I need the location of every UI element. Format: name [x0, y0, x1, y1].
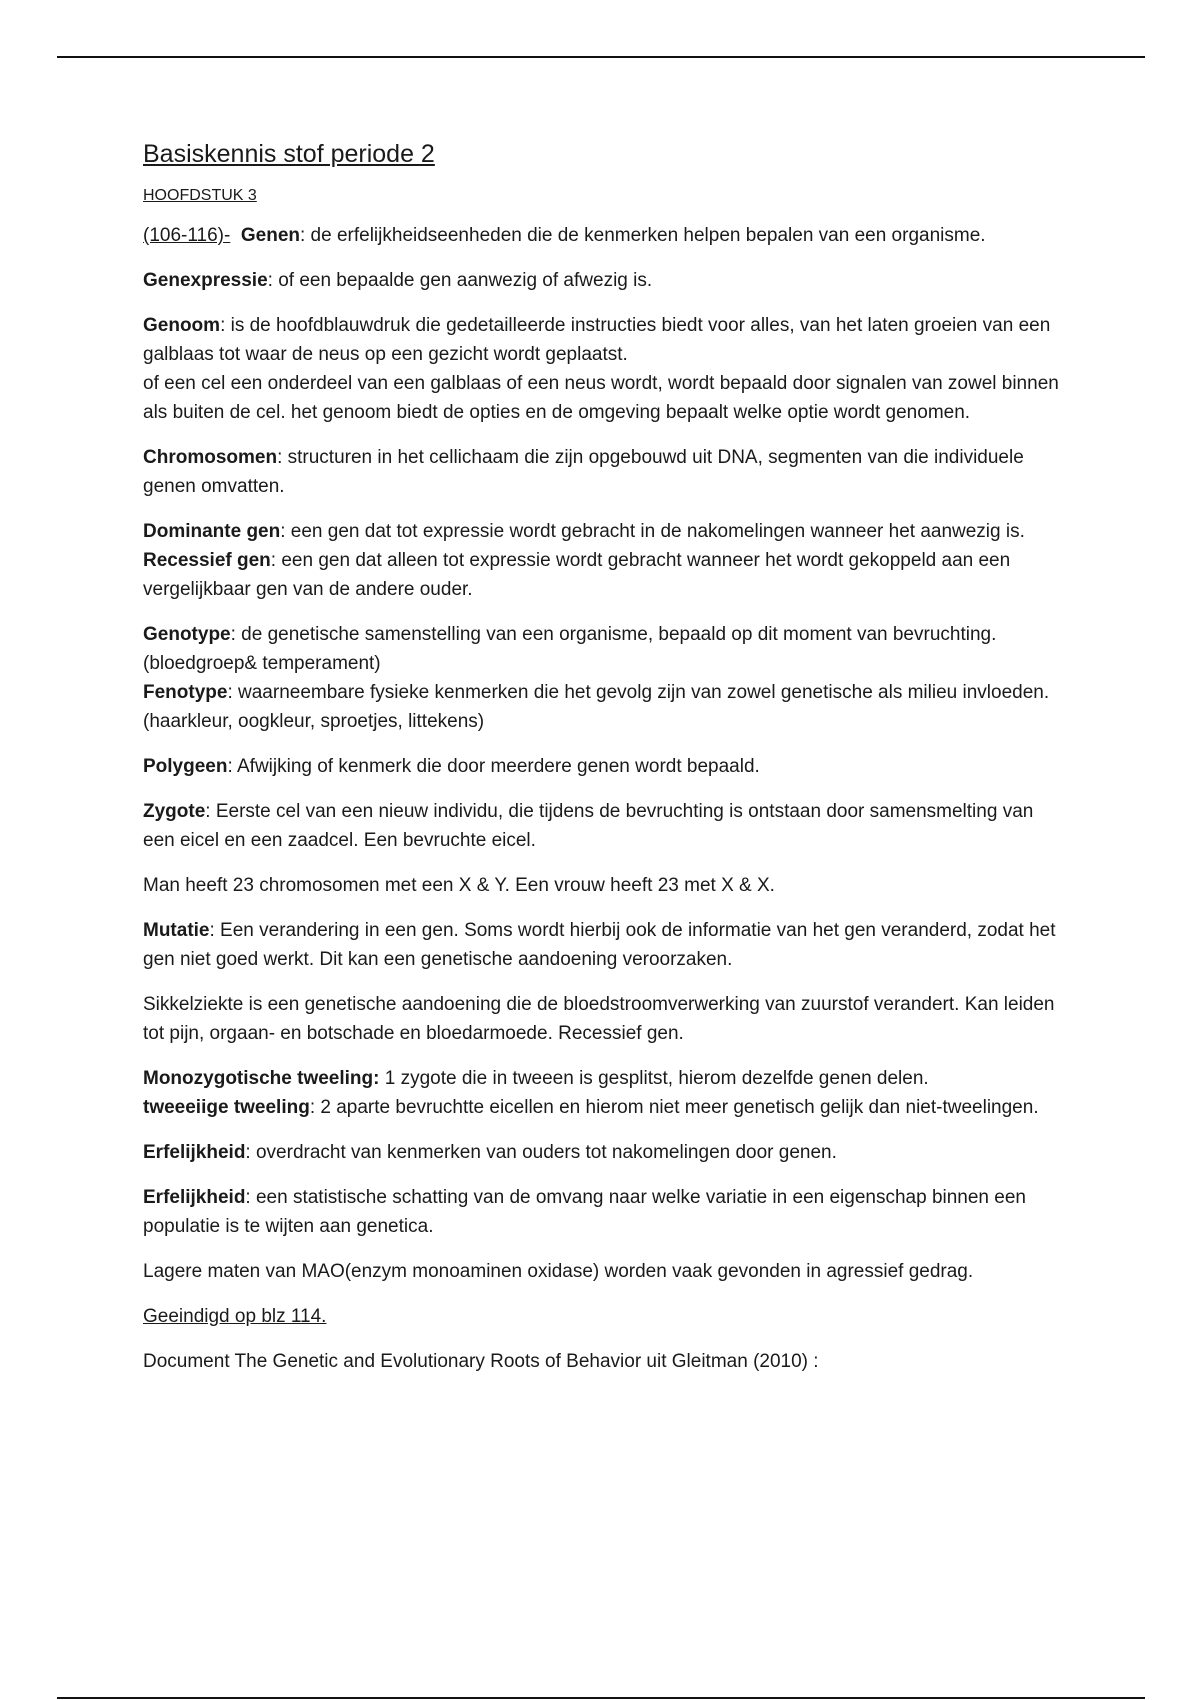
- term: Monozygotische tweeling:: [143, 1068, 380, 1089]
- paragraph-document-reference: Document The Genetic and Evolutionary Roots of Behavior uit Gleitman (2010) :: [143, 1351, 819, 1372]
- page-range: (106-116)-: [143, 225, 231, 246]
- paragraph-genoom: [143, 311, 1063, 427]
- term: Zygote: [143, 801, 206, 822]
- term: Chromosomen: [143, 447, 278, 468]
- header-rule: [57, 56, 1145, 58]
- term: Genexpressie: [143, 270, 268, 291]
- definition: : een gen dat alleen tot expressie wordt gebracht wanneer het wordt gekoppeld aan een vergelijkbaar gen van de andere ouder.: [143, 550, 1011, 600]
- definition: : Eerste cel van een nieuw individu, die tijdens de bevruchting is ontstaan door samensmelting van een eicel en een zaadcel. Een bevruchte eicel.: [143, 801, 1034, 851]
- term: Polygeen: [143, 756, 228, 777]
- definition: : de genetische samenstelling van een organisme, bepaald op dit moment van bevruchting. (bloedgroep& temperament): [143, 624, 997, 674]
- paragraph-erfelijkheid-1: [143, 1138, 1063, 1167]
- paragraph-genotype-fenotype: [143, 620, 1063, 736]
- footer-rule: [57, 1697, 1145, 1699]
- definition: : Afwijking of kenmerk die door meerdere genen wordt bepaald.: [227, 756, 760, 777]
- definition: : 2 aparte bevruchtte eicellen en hierom niet meer genetisch gelijk dan niet-tweelingen.: [309, 1097, 1039, 1118]
- paragraph-erfelijkheid-2: [143, 1183, 1063, 1241]
- definition: : Een verandering in een gen. Soms wordt hierbij ook de informatie van het gen veranderd, zodat het gen niet goed werkt. Dit kan een genetische aandoening veroorzaken.: [143, 920, 1056, 970]
- definition: : een gen dat tot expressie wordt gebracht in de nakomelingen wanneer het aanwezig is.: [280, 521, 1025, 542]
- term: Genoom: [143, 315, 221, 336]
- definition: 1 zygote die in tweeen is gesplitst, hierom dezelfde genen delen.: [379, 1068, 929, 1089]
- document-body: [143, 140, 1063, 1392]
- paragraph-chromosomes-count: Man heeft 23 chromosomen met een X & Y. Een vrouw heeft 23 met X & X.: [143, 875, 775, 896]
- definition: : de erfelijkheidseenheden die de kenmerken helpen bepalen van een organisme.: [300, 225, 986, 246]
- definition: : overdracht van kenmerken van ouders tot nakomelingen door genen.: [245, 1142, 837, 1163]
- paragraph-genexpressie: [143, 266, 1063, 295]
- paragraph-mao: Lagere maten van MAO(enzym monoaminen oxidase) worden vaak gevonden in agressief gedrag.: [143, 1261, 974, 1282]
- paragraph-ended-note: Geeindigd op blz 114.: [143, 1306, 327, 1327]
- term: tweeeiige tweeling: [143, 1097, 310, 1118]
- definition: : structuren in het cellichaam die zijn opgebouwd uit DNA, segmenten van die individuele genen omvatten.: [143, 447, 1024, 497]
- paragraph-sikkelziekte: Sikkelziekte is een genetische aandoening die de bloedstroomverwerking van zuurstof verandert. Kan leiden tot pijn, orgaan- en botschade en bloedarmoede. Recessief gen.: [143, 994, 1055, 1044]
- paragraph-chromosomen: [143, 443, 1063, 501]
- term: Dominante gen: [143, 521, 281, 542]
- definition: : waarneembare fysieke kenmerken die het gevolg zijn van zowel genetische als milieu invloeden. (haarkleur, oogkleur, sproetjes, littekens): [143, 682, 1050, 732]
- definition: : of een bepaalde gen aanwezig of afwezig is.: [267, 270, 653, 291]
- paragraph-tweeling: [143, 1064, 1063, 1122]
- definition-continued: of een cel een onderdeel van een galblaas of een neus wordt, wordt bepaald door signalen van zowel binnen als buiten de cel. het genoom biedt de opties en de omgeving bepaalt welke optie wordt genomen.: [143, 373, 1059, 423]
- term: Recessief gen: [143, 550, 271, 571]
- paragraph-polygeen: [143, 752, 1063, 781]
- paragraph-mutatie: [143, 916, 1063, 974]
- term: Fenotype: [143, 682, 228, 703]
- term: Mutatie: [143, 920, 210, 941]
- document-title: Basiskennis stof periode 2: [143, 140, 435, 168]
- term: Genen: [240, 225, 300, 246]
- term: Erfelijkheid: [143, 1142, 246, 1163]
- paragraph-dominant-recessief: [143, 517, 1063, 604]
- definition: : is de hoofdblauwdruk die gedetailleerde instructies biedt voor alles, van het laten groeien van een galblaas tot waar de neus op een gezicht wordt geplaatst.: [143, 315, 1051, 365]
- paragraph-genen: [143, 221, 1063, 250]
- chapter-heading: HOOFDSTUK 3: [143, 187, 257, 204]
- paragraph-zygote: [143, 797, 1063, 855]
- term: Erfelijkheid: [143, 1187, 246, 1208]
- definition: : een statistische schatting van de omvang naar welke variatie in een eigenschap binnen een populatie is te wijten aan genetica.: [143, 1187, 1026, 1237]
- term: Genotype: [143, 624, 231, 645]
